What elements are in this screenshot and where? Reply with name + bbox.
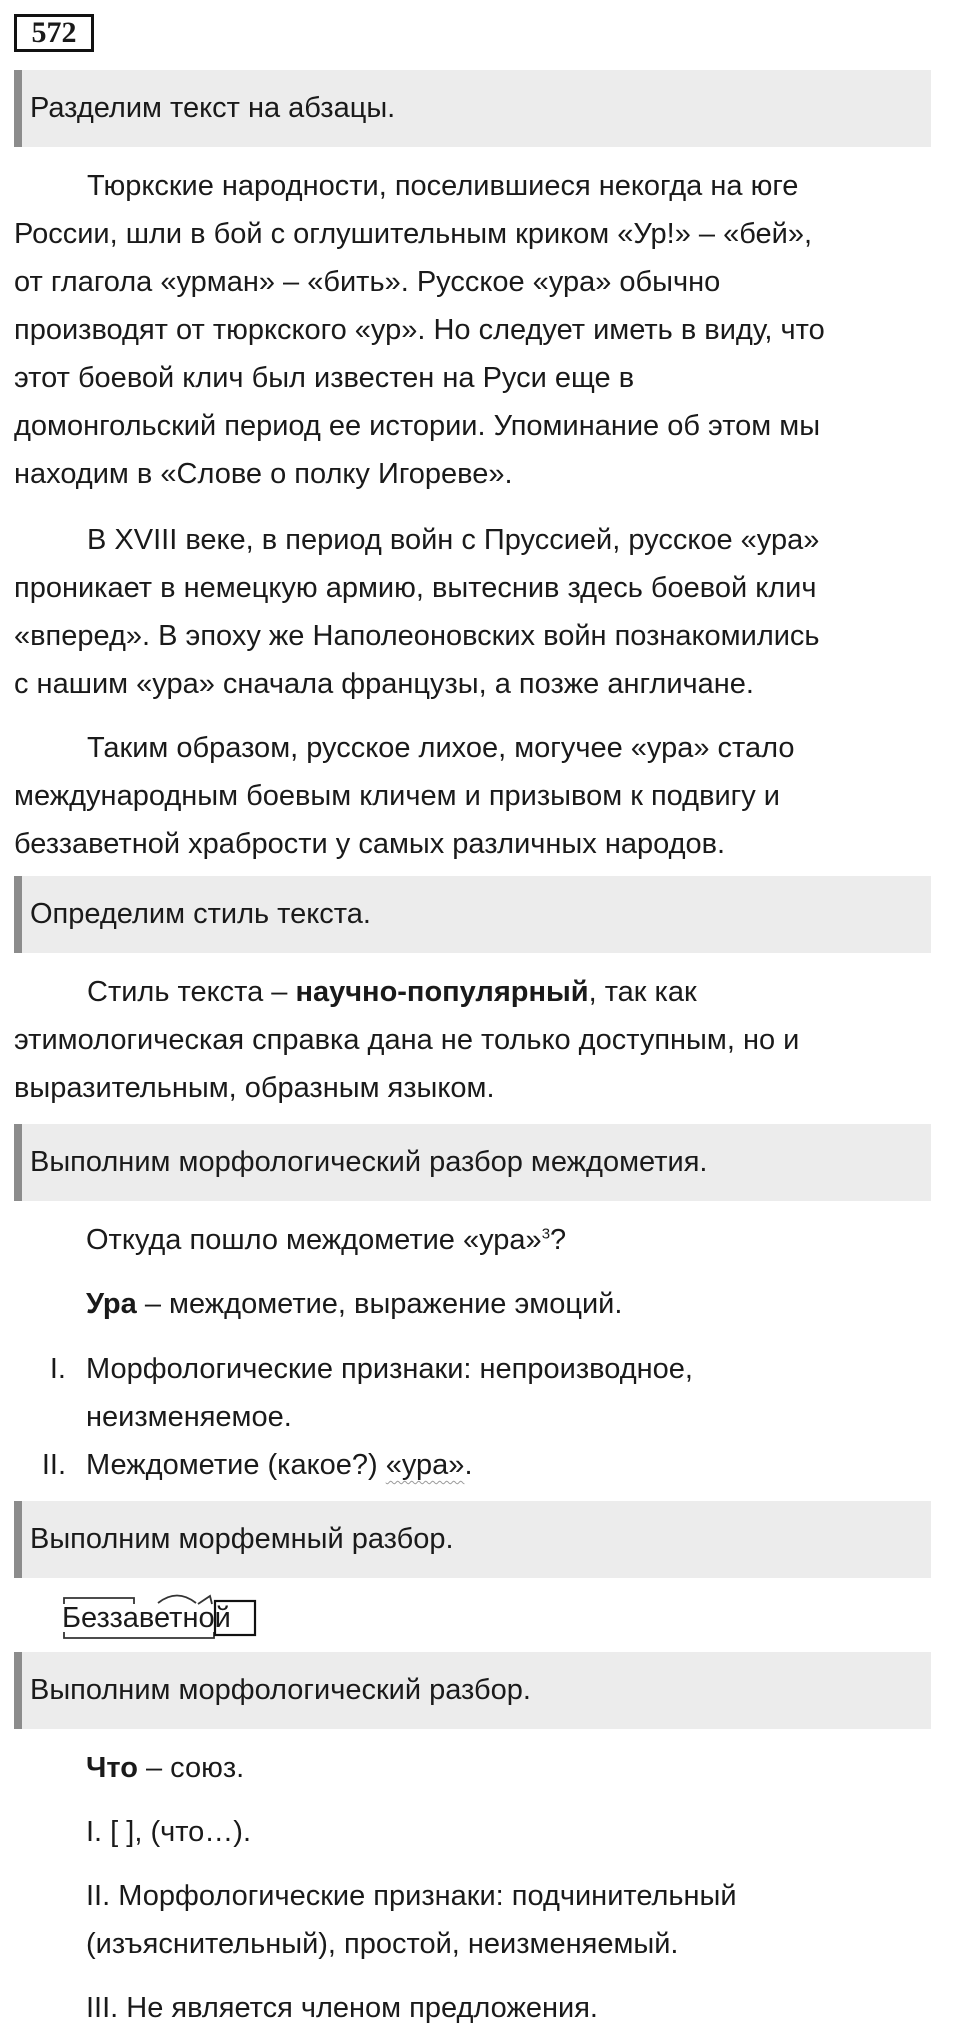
list-numeral-2: II. bbox=[41, 1449, 66, 1481]
morph-line: (изъяснительный), простой, неизменяемый. bbox=[86, 1928, 679, 1960]
paragraph-line: с нашим «ура» сначала французы, а позже англичане. bbox=[14, 668, 754, 700]
section-heading-morph: Выполним морфологический разбор. bbox=[14, 1652, 931, 1729]
definition-text: – междометие, выражение эмоций. bbox=[136, 1288, 623, 1320]
list-item-text: Междометие (какое?) bbox=[86, 1449, 386, 1481]
interjection-example: «ура» bbox=[385, 1449, 465, 1481]
section-heading-interjection: Выполним морфологический разбор междометия. bbox=[14, 1124, 931, 1201]
list-item-line: Морфологические признаки: непроизводное, bbox=[86, 1353, 693, 1385]
list-numeral-1: I. bbox=[49, 1353, 66, 1385]
footnote-mark: 3 bbox=[541, 1225, 551, 1243]
morph-word-line bbox=[86, 1744, 244, 1792]
morpheme-marks bbox=[62, 1594, 262, 1642]
style-name: научно-популярный bbox=[295, 976, 589, 1008]
prefix-mark bbox=[64, 1598, 134, 1604]
ending-box bbox=[215, 1601, 255, 1635]
paragraph-line: беззаветной храбрости у самых различных народов. bbox=[14, 828, 726, 860]
paragraph-line: В XVIII веке, в период войн с Пруссией, русское «ура» bbox=[87, 524, 820, 556]
morph-line-1: I. [ ], (что…). bbox=[86, 1816, 252, 1848]
section-heading-morpheme: Выполним морфемный разбор. bbox=[14, 1501, 931, 1578]
morpheme-analysis bbox=[62, 1594, 231, 1642]
question-mark: ? bbox=[550, 1224, 567, 1256]
style-text-before: Стиль текста – bbox=[87, 976, 296, 1008]
morph-line: II. Морфологические признаки: подчинительный bbox=[86, 1880, 737, 1912]
suffix-mark bbox=[198, 1596, 212, 1604]
section-heading-style: Определим стиль текста. bbox=[14, 876, 931, 953]
paragraph-line: проникает в немецкую армию, вытеснив здесь боевой клич bbox=[14, 572, 817, 604]
paragraph-line: выразительным, образным языком. bbox=[14, 1072, 495, 1104]
paragraph-line: находим в «Слове о полку Игореве». bbox=[14, 458, 513, 490]
paragraph-line: от глагола «урман» – «бить». Русское «ура» обычно bbox=[14, 266, 721, 298]
paragraph-line: этимологическая справка дана не только доступным, но и bbox=[14, 1024, 800, 1056]
paragraph-line: производят от тюркского «ур». Но следует иметь в виду, что bbox=[14, 314, 825, 346]
word-stem: Беззаветн bbox=[62, 1602, 199, 1634]
section-heading-paragraphs: Разделим текст на абзацы. bbox=[14, 70, 931, 147]
paragraph-line: домонгольский период ее истории. Упоминание об этом мы bbox=[14, 410, 821, 442]
paragraph-line: Тюркские народности, поселившиеся некогда на юге bbox=[87, 170, 799, 202]
interjection-question bbox=[86, 1216, 566, 1264]
word-ending: ой bbox=[198, 1602, 231, 1634]
interjection-definition bbox=[86, 1280, 622, 1328]
style-paragraph bbox=[14, 968, 939, 1112]
paragraph-1 bbox=[14, 162, 939, 498]
paragraph-line: этот боевой клич был известен на Руси еще в bbox=[14, 362, 635, 394]
paragraph-line: «вперед». В эпоху же Наполеоновских войн познакомились bbox=[14, 620, 820, 652]
paragraph-2 bbox=[14, 516, 939, 708]
morph-word: Что bbox=[86, 1752, 138, 1784]
paragraph-line: Таким образом, русское лихое, могучее «ура» стало bbox=[87, 732, 795, 764]
style-text-after: , так как bbox=[588, 976, 697, 1008]
list-item-1 bbox=[86, 1345, 936, 1441]
root-arc bbox=[158, 1596, 196, 1604]
interjection-word: Ура bbox=[86, 1288, 137, 1320]
paragraph-3 bbox=[14, 724, 939, 868]
stem-bracket bbox=[64, 1632, 214, 1638]
list-item-line: неизменяемое. bbox=[86, 1401, 292, 1433]
paragraph-line bbox=[14, 968, 939, 1016]
list-item-2 bbox=[86, 1441, 936, 1489]
morph-definition: – союз. bbox=[137, 1752, 245, 1784]
question-text: Откуда пошло междометие «ура» bbox=[86, 1224, 542, 1256]
morph-line-2 bbox=[86, 1872, 936, 1968]
paragraph-line: международным боевым кличем и призывом к подвигу и bbox=[14, 780, 781, 812]
task-number: 572 bbox=[14, 14, 94, 52]
paragraph-line: России, шли в бой с оглушительным криком «Ур!» – «бей», bbox=[14, 218, 813, 250]
morph-line-3: III. Не является членом предложения. bbox=[86, 1992, 598, 2024]
list-item-punct: . bbox=[464, 1449, 473, 1481]
